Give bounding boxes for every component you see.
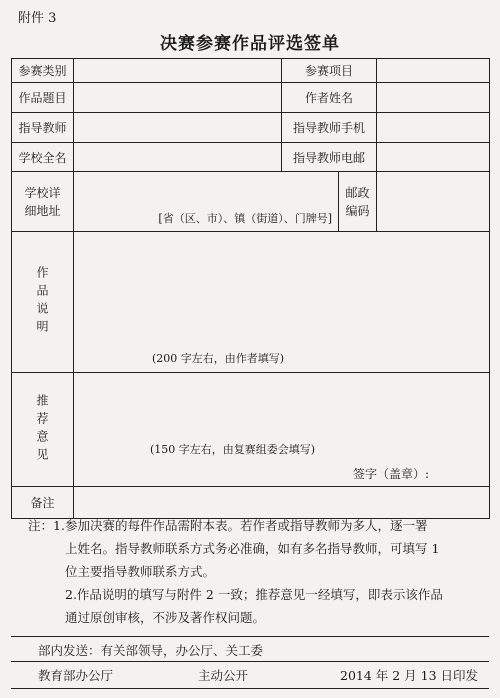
attachment-label: 附件 3 xyxy=(18,11,57,26)
recommend-label-cell xyxy=(12,373,74,487)
work-title-field[interactable] xyxy=(74,83,282,113)
description-label: 作品说明 xyxy=(35,266,49,338)
note-line-2: 上姓名。指导教师联系方式务必准确，如有多名指导教师，可填写 1 xyxy=(65,541,440,556)
description-field[interactable] xyxy=(74,232,490,373)
issuer-label: 教育部办公厅 xyxy=(38,668,114,683)
author-field[interactable] xyxy=(377,83,490,113)
note-line-3: 位主要指导教师联系方式。 xyxy=(65,564,216,579)
school-field[interactable] xyxy=(74,143,282,172)
author-label: 作者姓名 xyxy=(282,83,377,113)
address-hint: [省（区、市）、镇（街道）、门牌号] xyxy=(158,212,332,225)
postcode-label-line1: 邮政 xyxy=(345,185,370,200)
postcode-label xyxy=(339,172,377,232)
publicity-label: 主动公开 xyxy=(198,668,249,683)
advisor-phone-label: 指导教师手机 xyxy=(282,113,377,143)
school-label: 学校全名 xyxy=(12,143,74,172)
advisor-email-label: 指导教师电邮 xyxy=(282,143,377,172)
advisor-label: 指导教师 xyxy=(12,113,74,143)
description-hint: (200 字左右，由作者填写) xyxy=(152,352,285,365)
address-field[interactable] xyxy=(74,172,339,232)
recommend-field[interactable] xyxy=(74,373,490,487)
note-line-5: 通过原创审核，不涉及著作权问题。 xyxy=(65,610,266,625)
distribution-line: 部内发送：有关部领导，办公厅、关工委 xyxy=(38,643,264,658)
address-label-line1: 学校详 xyxy=(24,185,61,200)
divider-top xyxy=(11,636,489,637)
address-label xyxy=(12,172,74,232)
signature-label: 签字（盖章）: xyxy=(352,467,430,481)
form-title: 决赛参赛作品评选签单 xyxy=(160,34,340,54)
remarks-label: 备注 xyxy=(12,487,74,519)
recommend-label: 推荐意见 xyxy=(35,393,49,466)
divider-bottom xyxy=(11,688,489,689)
notes-block xyxy=(28,514,488,629)
work-title-label: 作品题目 xyxy=(12,83,74,113)
category-label: 参赛类别 xyxy=(12,59,74,83)
advisor-email-field[interactable] xyxy=(377,143,490,172)
advisor-field[interactable] xyxy=(74,113,282,143)
recommend-hint: (150 字左右，由复赛组委会填写) xyxy=(150,443,316,456)
category-field[interactable] xyxy=(74,59,282,83)
advisor-phone-field[interactable] xyxy=(377,113,490,143)
postcode-label-line2: 编码 xyxy=(345,203,370,218)
divider-middle xyxy=(11,661,489,662)
project-label: 参赛项目 xyxy=(282,59,377,83)
postcode-field[interactable] xyxy=(377,172,490,232)
issue-date: 2014 年 2 月 13 日印发 xyxy=(340,668,479,683)
description-label-cell xyxy=(12,232,74,373)
note-line-1: 注：1.参加决赛的每件作品需附本表。若作者或指导教师为多人，逐一署 xyxy=(28,518,428,533)
note-line-4: 2.作品说明的填写与附件 2 一致；推荐意见一经填写，即表示该作品 xyxy=(65,587,443,602)
project-field[interactable] xyxy=(377,59,490,83)
address-label-line2: 细地址 xyxy=(24,203,61,218)
entry-form-table xyxy=(11,58,490,519)
